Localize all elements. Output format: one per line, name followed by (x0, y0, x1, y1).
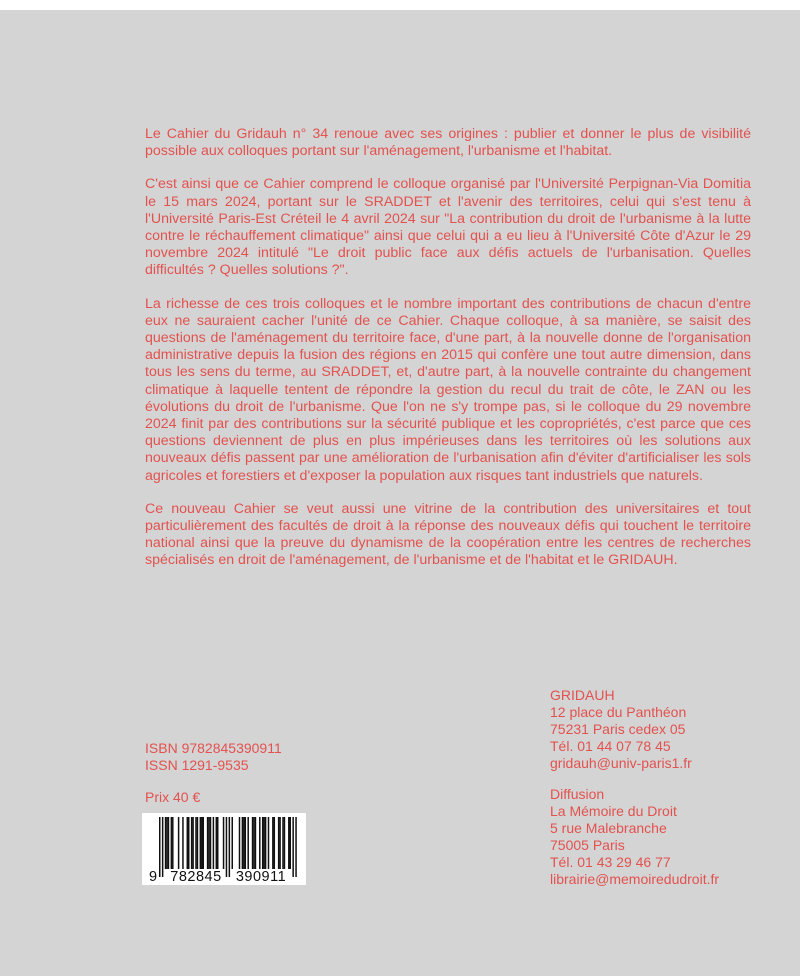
barcode-group-2: 390911 (235, 869, 287, 885)
barcode-bar (278, 817, 280, 869)
barcode-group-1: 782845 (170, 869, 222, 885)
barcode-bar (223, 817, 225, 869)
barcode-bar (166, 817, 168, 869)
issn: ISSN 1291-9535 (145, 757, 249, 773)
identifiers (145, 740, 282, 774)
publisher-address (550, 687, 692, 772)
barcode-bar (187, 817, 189, 869)
paragraph-1: Le Cahier du Gridauh n° 34 renoue avec ses origines : publier et donner le plus de visibilité possible aux colloques portant sur l'aménagement, l'urbanisme et l'habitat. (145, 126, 751, 160)
barcode-bar (255, 817, 257, 869)
barcode-bar (265, 817, 267, 869)
barcode-bar (274, 817, 276, 869)
barcode-bar (272, 817, 274, 869)
paragraph-3: La richesse de ces trois colloques et le nombre important des contributions de chacun d'entre eux ne sauraient cacher l'unité de ce Cahier. Chaque colloque, à sa manière, se saisit des questions de l'aménagement du territoire face, d'une part, à la nouvelle donne de l'organisation administrative depuis la fusion des régions en 2015 qui confère une tout autre dimension, dans tous les sens du terme, au SRADDET, et, d'autre part, à la nouvelle contrainte du changement climatique à laquelle tentent de répondre la gestion du recul du trait de côte, le ZAN ou les évolutions du droit de l'urbanisme. Que l'on ne s'y trompe pas, si le colloque du 29 novembre 2024 finit par des contributions sur la sécurité publique et les copropriétés, c'est parce que ces questions deviennent de plus en plus impérieuses dans les territoires où les solutions aux nouveaux défis passent par une amélioration de l'urbanisation afin d'éviter d'artificialiser les sols agricoles et forestiers et d'exposer la population aux risques tant industriels que naturels. (145, 295, 751, 484)
barcode-bar (165, 817, 167, 869)
back-cover (0, 10, 800, 976)
barcode-bar (282, 817, 284, 869)
distribution-address (550, 786, 719, 888)
barcode-bar (290, 817, 292, 869)
barcode-bar (172, 817, 174, 869)
barcode-bar (252, 817, 254, 869)
summary-text (145, 126, 751, 586)
barcode-bar (243, 817, 245, 869)
barcode-bar (207, 817, 209, 869)
barcode-bar (232, 817, 234, 869)
barcode-bar (217, 817, 219, 869)
barcode-bar (259, 817, 261, 869)
barcode-bar (263, 817, 265, 869)
barcode-bar (208, 817, 210, 869)
barcode-bar (188, 817, 190, 869)
barcode-bar (210, 817, 212, 869)
barcode-bar (201, 817, 203, 869)
barcode-bar (191, 817, 193, 869)
publisher-name: GRIDAUH (550, 687, 615, 703)
barcode-bar (247, 817, 249, 869)
barcode-bar (288, 817, 290, 869)
barcode-bar (168, 817, 170, 869)
publisher-city: 75231 Paris cedex 05 (550, 721, 686, 737)
barcode-bar (192, 817, 194, 869)
barcode (142, 813, 306, 885)
barcode-bar (253, 817, 255, 869)
distribution-heading: Diffusion (550, 786, 605, 802)
barcode-bar (239, 817, 241, 869)
price: Prix 40 € (145, 789, 201, 805)
barcode-bar (182, 817, 184, 869)
barcode-bar (216, 817, 218, 869)
barcode-bar (262, 817, 264, 869)
publisher-phone: Tél. 01 44 07 78 45 (550, 738, 671, 754)
barcode-bar (195, 817, 197, 869)
distribution-phone: Tél. 01 43 29 46 77 (550, 854, 671, 870)
barcode-bar (171, 817, 173, 869)
barcode-bar (178, 817, 180, 869)
distribution-street: 5 rue Malebranche (550, 820, 667, 836)
barcode-digits (142, 863, 306, 885)
isbn: ISBN 9782845390911 (145, 740, 282, 756)
barcode-bar (268, 817, 270, 869)
distribution-name: La Mémoire du Droit (550, 803, 677, 819)
distribution-city: 75005 Paris (550, 837, 625, 853)
paragraph-4: Ce nouveau Cahier se veut aussi une vitrine de la contribution des universitaires et tout particulièrement des facultés de droit à la réponse des nouveaux défis qui touchent le territoire national ainsi que la preuve du dynamisme de la coopération entre les centres de recherches spécialisés en droit de l'aménagement, de l'urbanisme et de l'habitat et le GRIDAUH. (145, 500, 751, 569)
distribution-email: librairie@memoiredudroit.fr (550, 871, 720, 887)
barcode-bar (197, 817, 199, 869)
barcode-bar (279, 817, 281, 869)
barcode-bar (242, 817, 244, 869)
barcode-bar (245, 817, 247, 869)
barcode-bar (200, 817, 202, 869)
publisher-email: gridauh@univ-paris1.fr (550, 755, 692, 771)
barcode-first-digit: 9 (148, 869, 158, 885)
barcode-bar (284, 817, 286, 869)
paragraph-2: C'est ainsi que ce Cahier comprend le colloque organisé par l'Université Perpignan-Via Domitia le 15 mars 2024, portant sur le SRADDET et l'avenir des territoires, celui qui s'est tenu à l'Université Paris-Est Créteil le 4 avril 2024 sur "La contribution du droit de l'urbanisme à la lutte contre le réchauffement climatique" ainsi que celui qui a eu lieu à l'Université Côte d'Azur le 29 novembre 2024 intitulé "Le droit public face aux défis actuels de l'urbanisation. Quelles difficultés ? Quelles solutions ?". (145, 176, 751, 279)
barcode-bar (213, 817, 215, 869)
barcode-bar (203, 817, 205, 869)
publisher-street: 12 place du Panthéon (550, 704, 687, 720)
